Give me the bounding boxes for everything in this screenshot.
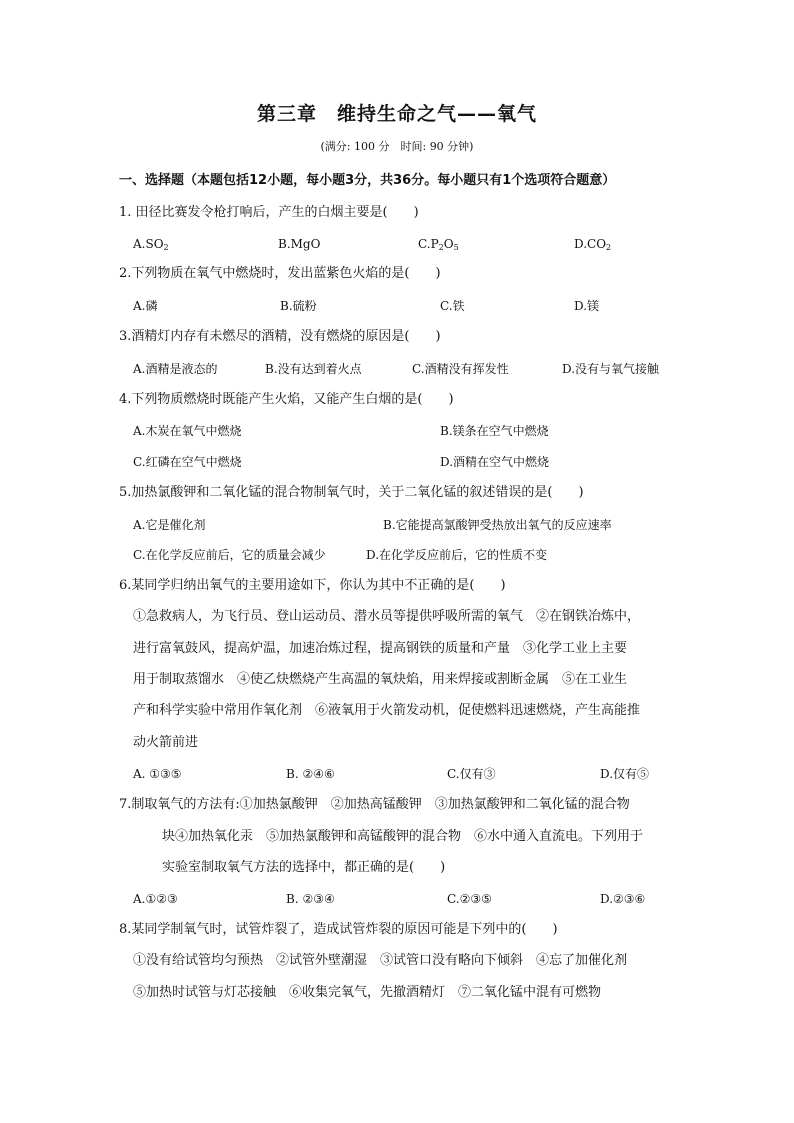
question-5-option-a: A.它是催化剂 — [133, 518, 206, 532]
question-2-option-d: D.镁 — [574, 299, 600, 313]
question-6-body-line: 产和科学实验中常用作氧化剂 ⑥液氧用于火箭发动机，促使燃料迅速燃烧，产生高能推 — [133, 703, 641, 718]
question-1-stem: 1. 田径比赛发令枪打响后，产生的白烟主要是( ) — [119, 205, 419, 220]
question-6-option-b: B. ②④⑥ — [286, 767, 335, 781]
question-2-option-a: A.磷 — [133, 299, 158, 313]
question-2-stem: 2.下列物质在氧气中燃烧时，发出蓝紫色火焰的是( ) — [119, 266, 441, 281]
question-7-option-a: A.①②③ — [133, 892, 178, 906]
question-6-option-c: C.仅有③ — [447, 767, 496, 781]
question-4-option-a: A.木炭在氧气中燃烧 — [133, 424, 242, 438]
question-1-option-d: $D.CO_2$ — [574, 237, 612, 252]
question-6-body-line: 动火箭前进 — [133, 735, 199, 750]
question-3-option-d: D.没有与氧气接触 — [562, 362, 660, 376]
question-4-option-b: B.镁条在空气中燃烧 — [440, 424, 549, 438]
question-6-body-line: 进行富氧鼓风，提高炉温，加速冶炼过程，提高钢铁的质量和产量 ③化学工业上主要 — [133, 641, 628, 656]
question-1-option-c: $C.P_2O_5$ — [418, 237, 459, 252]
question-8-body-line: ①没有给试管均匀预热 ②试管外壁潮湿 ③试管口没有略向下倾斜 ④忘了加催化剂 — [133, 953, 628, 968]
question-8-body-line: ⑤加热时试管与灯芯接触 ⑥收集完氧气，先撤酒精灯 ⑦二氧化锰中混有可燃物 — [133, 985, 602, 1000]
question-3-option-c: C.酒精没有挥发性 — [412, 362, 509, 376]
question-1-option-a: $A.SO_2$ — [133, 237, 169, 252]
question-7-line: 7.制取氧气的方法有:①加热氯酸钾 ②加热高锰酸钾 ③加热氯酸钾和二氧化锰的混合物 — [119, 797, 630, 812]
question-5-option-b: B.它能提高氯酸钾受热放出氧气的反应速率 — [383, 518, 612, 532]
score-time-info: (满分: 100 分 时间: 90 分钟) — [320, 140, 474, 153]
question-6-option-a: A. ①③⑤ — [133, 767, 182, 781]
question-3-option-a: A.酒精是液态的 — [133, 362, 218, 376]
question-7-line: 块④加热氧化汞 ⑤加热氯酸钾和高锰酸钾的混合物 ⑥水中通入直流电。下列用于 — [162, 829, 644, 844]
question-4-stem: 4.下列物质燃烧时既能产生火焰，又能产生白烟的是( ) — [119, 392, 454, 407]
question-4-option-c: C.红磷在空气中燃烧 — [133, 455, 242, 469]
question-6-option-d: D.仅有⑤ — [600, 767, 650, 781]
question-7-option-d: D.②③⑥ — [600, 892, 646, 906]
question-2-option-c: C.铁 — [440, 299, 465, 313]
question-7-line: 实验室制取氧气方法的选择中，都正确的是( ) — [162, 860, 446, 875]
question-6-body-line: ①急救病人，为飞行员、登山运动员、潜水员等提供呼吸所需的氧气 ②在钢铁冶炼中， — [133, 609, 641, 624]
question-4-option-d: D.酒精在空气中燃烧 — [440, 455, 550, 469]
section-heading: 一、选择题（本题包括12小题，每小题3分，共36分。每小题只有1个选项符合题意） — [119, 173, 616, 188]
question-2-option-b: B.硫粉 — [280, 299, 317, 313]
page-title: 第三章 维持生命之气——氧气 — [256, 103, 537, 125]
question-3-stem: 3.酒精灯内存有未燃尽的酒精，没有燃烧的原因是( ) — [119, 329, 441, 344]
question-6-body-line: 用于制取蒸馏水 ④使乙炔燃烧产生高温的氧炔焰，用来焊接或割断金属 ⑤在工业生 — [133, 672, 628, 687]
question-7-option-c: C.②③⑤ — [447, 892, 492, 906]
question-5-stem: 5.加热氯酸钾和二氧化锰的混合物制氧气时，关于二氧化锰的叙述错误的是( ) — [119, 485, 584, 500]
question-3-option-b: B.没有达到着火点 — [265, 362, 362, 376]
question-7-option-b: B. ②③④ — [286, 892, 335, 906]
question-6-stem: 6.某同学归纳出氧气的主要用途如下，你认为其中不正确的是( ) — [119, 578, 506, 593]
question-1-option-b: B.MgO — [278, 237, 321, 251]
question-5-option-d: D.在化学反应前后，它的性质不变 — [366, 548, 548, 562]
question-5-option-c: C.在化学反应前后，它的质量会减少 — [133, 548, 326, 562]
question-8-stem: 8.某同学制氧气时，试管炸裂了，造成试管炸裂的原因可能是下列中的( ) — [119, 922, 558, 937]
